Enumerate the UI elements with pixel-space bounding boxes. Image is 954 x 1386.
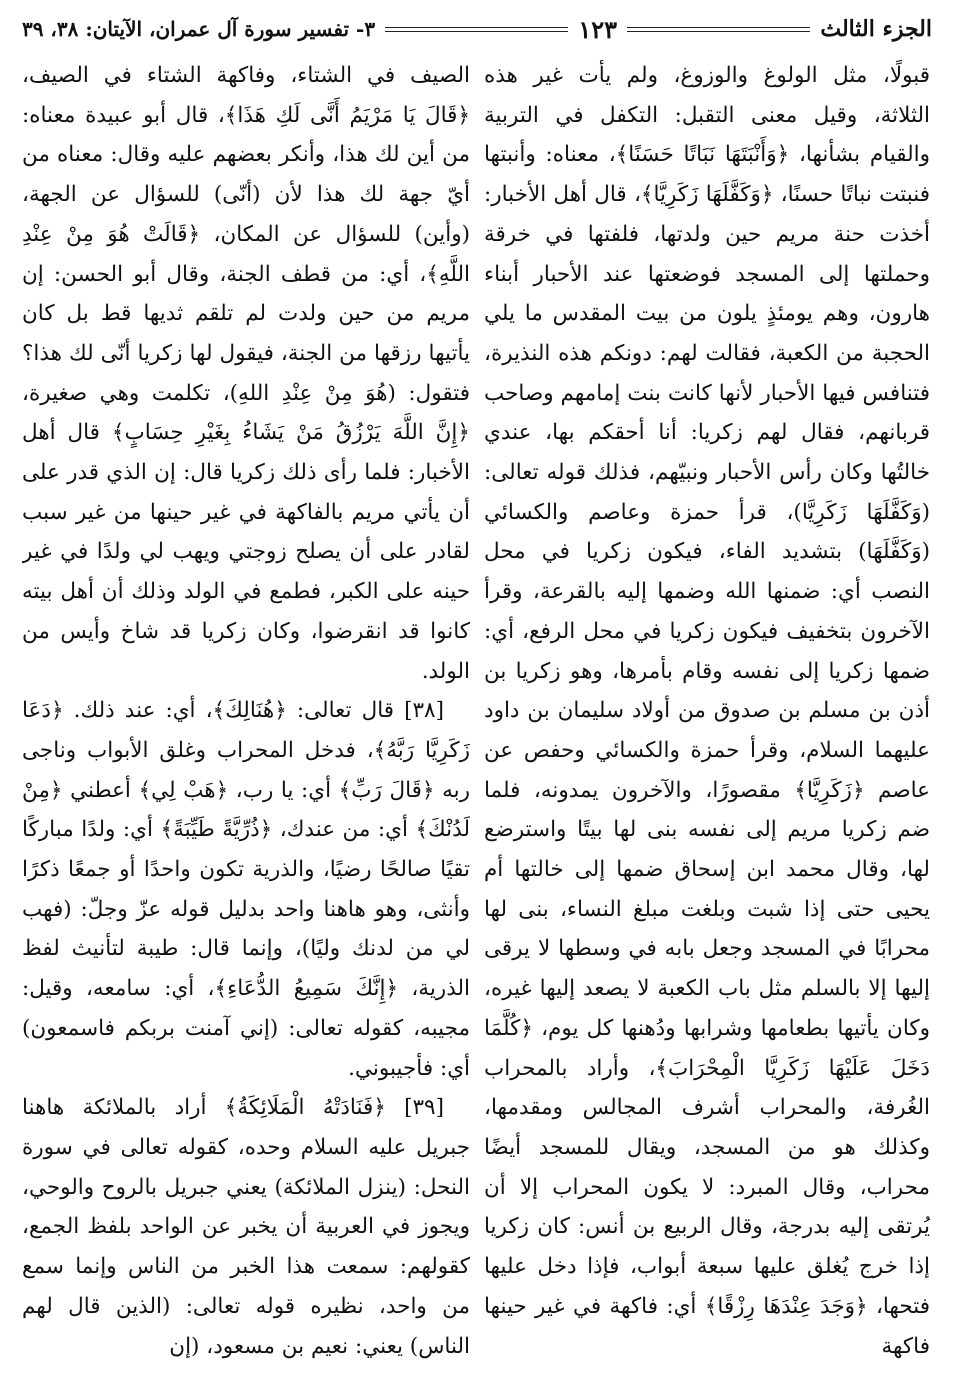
left-column <box>22 56 470 1376</box>
part-title: الجزء الثالث <box>820 16 932 42</box>
header-rule-left <box>385 27 568 32</box>
right-column <box>484 56 930 1376</box>
page-number: ١٢٣ <box>578 14 618 44</box>
paragraph-verse-38: [٣٨] قال تعالى: ﴿هُنَالِكَ﴾، أي: عند ذلك. ﴿دَعَا زَكَرِيَّا رَبَّهُ﴾، فدخل المحراب وغلق الأبواب وناجى ربه ﴿قَالَ رَبِّ﴾ أي: يا رب، ﴿هَبْ لِي﴾ أعطني ﴿مِنْ لَدُنْكَ﴾ أي: من عندك، ﴿ذُرِّيَّةً طَيِّبَةً﴾ أي: ولدًا مباركًا تقيًا صالحًا رضيًا، والذرية تكون واحدًا أو جمعًا ذكرًا وأنثى، وهو هاهنا واحد بدليل قوله عزّ وجلّ: (فهب لي من لدنك وليًا)، وإنما قال: طيبة لتأنيث لفظ الذرية، ﴿إِنَّكَ سَمِيعُ الدُّعَاءِ﴾، أي: سامعه، وقيل: مجيبه، كقوله تعالى: (إني آمنت بربكم فاسمعون) أي: فأجيبوني. <box>22 698 470 1081</box>
paragraph: قبولًا، مثل الولوغ والوزوغ، ولم يأت غير هذه الثلاثة، وقيل معنى التقبل: التكفل في التربية والقيام بشأنها، ﴿وَأَنْبَتَهَا نَبَاتًا حَسَنًا﴾، معناه: وأنبتها فنبتت نباتًا حسنًا، ﴿وَكَفَّلَهَا زَكَرِيَّا﴾، قال أهل الأخبار: أخذت حنة مريم حين ولدتها، فلفتها في خرقة وحملتها إلى المسجد فوضعتها عند الأحبار أبناء هارون، وهم يومئذٍ يلون من بيت المقدس ما يلي الحجبة من الكعبة، فقالت لهم: دونكم هذه النذيرة، فتنافس فيها الأحبار لأنها كانت بنت إمامهم وصاحب قربانهم، فقال لهم زكريا: أنا أحقكم بها، عندي خالتُها وكان رأس الأحبار ونبيّهم، فذلك قوله تعالى: (وَكَفَّلَهَا زَكَرِيَّا)، قرأ حمزة وعاصم والكسائي (وَكَفَّلَهَا) بتشديد الفاء، فيكون زكريا في محل النصب أي: ضمنها الله وضمها إليه بالقرعة، وقرأ الآخرون بتخفيف فيكون زكريا في محل الرفع، أي: ضمها زكريا إلى نفسه وقام بأمرها، وهو زكريا بن أذن بن مسلم بن صدوق من أولاد سليمان بن داود عليهما السلام، وقرأ حمزة والكسائي وحفص عن عاصم ﴿زَكَرِيَّا﴾ مقصورًا، والآخرون يمدونه، فلما ضم زكريا مريم إلى نفسه بنى لها بيتًا واسترضع لها، وقال محمد ابن إسحاق ضمها إلى خالتها أم يحيى حتى إذا شبت وبلغت مبلغ النساء، بنى لها محرابًا في المسجد وجعل بابه في وسطها لا يرقى إليها إلا بالسلم مثل باب الكعبة لا يصعد إليها غيره، وكان يأتيها بطعامها وشرابها ودُهنها كل يوم، ﴿كُلَّمَا دَخَلَ عَلَيْهَا زَكَرِيَّا الْمِحْرَابَ﴾، وأراد بالمحراب الغُرفة، والمحراب أشرف المجالس ومقدمها، وكذلك هو من المسجد، ويقال للمسجد أيضًا محراب، وقال المبرد: لا يكون المحراب إلا أن يُرتقى إليه بدرجة، وقال الربيع بن أنس: كان زكريا إذا خرج يُغلق عليها سبعة أبواب، فإذا دخل عليها فتحها، ﴿وَجَدَ عِنْدَهَا رِزْقًا﴾ أي: فاكهة في غير حينها فاكهة <box>484 63 930 1359</box>
sura-title: ٣- تفسير سورة آل عمران، الآيتان: ٣٨، ٣٩ <box>21 17 376 41</box>
paragraph: الصيف في الشتاء، وفاكهة الشتاء في الصيف، ﴿قَالَ يَا مَرْيَمُ أَنَّى لَكِ هَذَا﴾، قال أبو عبيدة معناه: من أين لك هذا، وأنكر بعضهم عليه وقال: معناه من أيّ جهة لك هذا لأن (أنّى) للسؤال عن الجهة، (وأين) للسؤال عن المكان، ﴿قَالَتْ هُوَ مِنْ عِنْدِ اللَّهِ﴾، أي: من قطف الجنة، وقال أبو الحسن: إن مريم من حين ولدت لم تلقم ثديها قط بل كان يأتيها رزقها من الجنة، فيقول لها زكريا أنّى لك هذا؟ فتقول: (هُوَ مِنْ عِنْدِ اللهِ)، تكلمت وهي صغيرة، ﴿إِنَّ اللَّهَ يَرْزُقُ مَنْ يَشَاءُ بِغَيْرِ حِسَابٍ﴾ قال أهل الأخبار: فلما رأى ذلك زكريا قال: إن الذي قدر على أن يأتي مريم بالفاكهة في غير حينها من غير سبب لقادر على أن يصلح زوجتي ويهب لي ولدًا في غير حينه على الكبر، فطمع في الولد وذلك أن أهل بيته كانوا قد انقرضوا، وكان زكريا قد شاخ وأيس من الولد. <box>22 63 470 684</box>
paragraph-verse-39: [٣٩] ﴿فَنَادَتْهُ الْمَلَائِكَةُ﴾ أراد بالملائكة هاهنا جبريل عليه السلام وحده، كقوله تعالى في سورة النحل: (ينزل الملائكة) يعني جبريل بالروح والوحي، ويجوز في العربية أن يخبر عن الواحد بلفظ الجمع، كقولهم: سمعت هذا الخبر من الناس وإنما سمع من واحد، نظيره قوله تعالى: (الذين قال لهم الناس) يعني: نعيم بن مسعود، (إن <box>22 1095 470 1359</box>
running-header <box>22 10 932 48</box>
header-rule-right <box>627 27 810 32</box>
